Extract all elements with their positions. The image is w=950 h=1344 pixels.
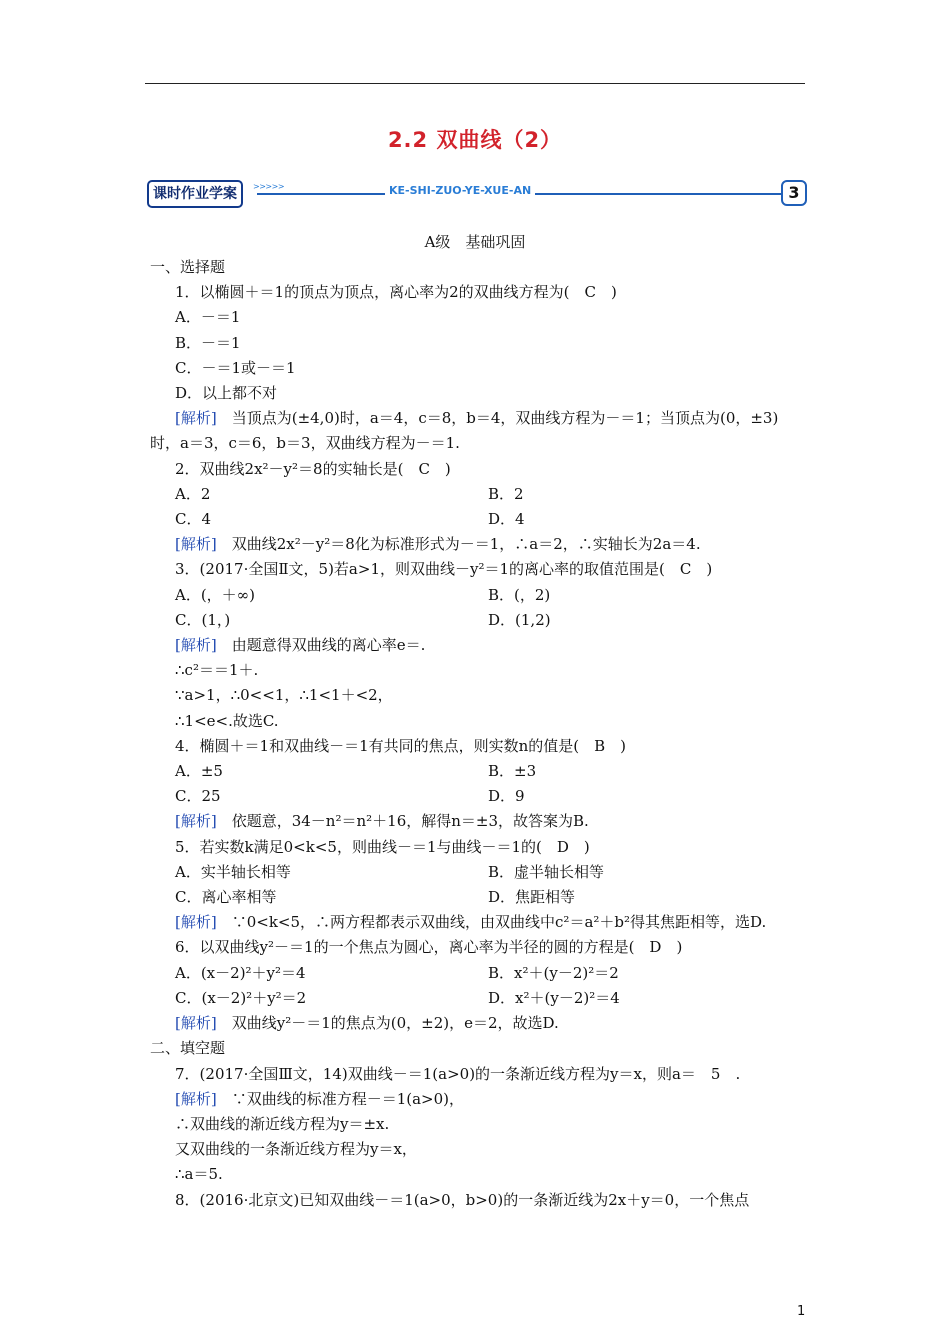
question-stem: 2．双曲线2x²－y²＝8的实轴长是( C )	[175, 459, 451, 478]
option: D．以上都不对	[175, 384, 278, 403]
solution-line: [解析] 当顶点为(±4,0)时，a＝4，c＝8，b＝4，双曲线方程为－＝1；当顶点为(0，±3)	[175, 409, 779, 428]
solution-tag: [解析]	[175, 812, 217, 831]
option-row	[150, 885, 810, 910]
option-row	[150, 759, 810, 784]
option: C．离心率相等	[175, 888, 277, 907]
section-heading: 一、选择题	[150, 258, 226, 276]
solution-line: 又双曲线的一条渐近线方程为y＝x，	[175, 1140, 417, 1159]
section-heading: 二、填空题	[150, 1039, 226, 1058]
solution-tag: [解析]	[175, 1089, 217, 1108]
solution-line: [解析] ∵双曲线的标准方程－＝1(a>0)，	[175, 1089, 465, 1108]
option: A．实半轴长相等	[175, 862, 291, 881]
option-row	[150, 482, 810, 507]
solution-tag: [解析]	[175, 535, 217, 554]
section-banner	[147, 178, 807, 208]
option: A．(x－2)²＋y²＝4	[175, 963, 306, 982]
solution-line: ∴双曲线的渐近线方程为y＝±x.	[175, 1114, 390, 1133]
solution-tag: [解析]	[175, 409, 217, 428]
option-row	[150, 583, 810, 608]
option-row	[150, 986, 810, 1011]
solution-line: [解析] ∵0<k<5，∴两方程都表示双曲线，由双曲线中c²＝a²＋b²得其焦距相等，选D.	[175, 913, 767, 932]
option-row	[150, 507, 810, 532]
option: B．2	[488, 484, 524, 503]
option: D．焦距相等	[488, 888, 576, 907]
option: C．4	[175, 510, 212, 529]
solution-tag: [解析]	[175, 913, 217, 932]
banner-pinyin: KE-SHI-ZUO-YE-XUE-AN	[385, 184, 535, 197]
question-stem: 5．若实数k满足0<k<5，则曲线－＝1与曲线－＝1的( D )	[175, 837, 590, 856]
solution-tag: [解析]	[175, 1014, 217, 1033]
option: A．(，＋∞)	[175, 585, 256, 604]
solution-tag: [解析]	[175, 636, 217, 655]
page-number: 1	[797, 1304, 806, 1319]
question-stem: 4．椭圆＋＝1和双曲线－＝1有共同的焦点，则实数n的值是( B )	[175, 736, 627, 755]
solution-line: ∵a>1，∴0<<1，∴1<1＋<2，	[175, 686, 393, 705]
solution-line: [解析] 双曲线y²－＝1的焦点为(0，±2)，e＝2，故选D.	[175, 1014, 559, 1033]
question-stem: 3．(2017·全国Ⅱ文，5)若a>1，则双曲线－y²＝1的离心率的取值范围是( C )	[175, 560, 713, 579]
option: B．x²＋(y－2)²＝2	[488, 963, 619, 982]
option-row	[150, 608, 810, 633]
option: B．－＝1	[175, 333, 241, 352]
banner-label: 课时作业学案	[147, 180, 243, 208]
solution-line: 时，a＝3，c＝6，b＝3，双曲线方程为－＝1.	[150, 434, 460, 453]
option: B．虚半轴长相等	[488, 862, 605, 881]
option: D．4	[488, 510, 525, 529]
option: A．2	[175, 484, 211, 503]
option-row	[150, 784, 810, 809]
question-stem: 8．(2016·北京文)已知双曲线－＝1(a>0，b>0)的一条渐近线为2x＋y＝0，一个焦点	[175, 1190, 750, 1209]
option: D．x²＋(y－2)²＝4	[488, 988, 620, 1007]
option: A．－＝1	[175, 308, 241, 327]
question-stem: 1．以椭圆＋＝1的顶点为顶点，离心率为2的双曲线方程为( C )	[175, 283, 617, 302]
option: D．9	[488, 787, 525, 806]
option-row	[150, 961, 810, 986]
question-stem: 7．(2017·全国Ⅲ文，14)双曲线－＝1(a>0)的一条渐近线方程为y＝x，则a＝ 5 .	[175, 1064, 741, 1083]
solution-line: ∴a＝5.	[175, 1165, 223, 1184]
solution-line: [解析] 双曲线2x²－y²＝8化为标准形式为－＝1，∴a＝2，∴实轴长为2a＝4.	[175, 535, 701, 554]
document-body	[150, 255, 810, 1213]
solution-line: ∴c²＝＝1＋.	[175, 661, 259, 680]
option: C．25	[175, 787, 221, 806]
option: D．(1,2)	[488, 610, 551, 629]
banner-arrows: >>>>>	[253, 182, 285, 191]
option: C．(1，)	[175, 610, 231, 629]
option: B．(，2)	[488, 585, 551, 604]
header-rule	[145, 83, 805, 84]
solution-line: [解析] 由题意得双曲线的离心率e＝.	[175, 636, 426, 655]
option: C．(x－2)²＋y²＝2	[175, 988, 307, 1007]
page-title: 2.2 双曲线（2）	[387, 128, 563, 152]
solution-line: ∴1<e<.故选C.	[175, 711, 279, 730]
solution-line: [解析] 依题意，34－n²＝n²＋16，解得n＝±3，故答案为B.	[175, 812, 589, 831]
level-heading: A级 基础巩固	[424, 233, 526, 251]
option: A．±5	[175, 762, 223, 781]
option: C．－＝1或－＝1	[175, 358, 296, 377]
question-stem: 6．以双曲线y²－＝1的一个焦点为圆心，离心率为半径的圆的方程是( D )	[175, 938, 683, 957]
option: B．±3	[488, 762, 537, 781]
option-row	[150, 860, 810, 885]
banner-number: 3	[781, 180, 807, 206]
